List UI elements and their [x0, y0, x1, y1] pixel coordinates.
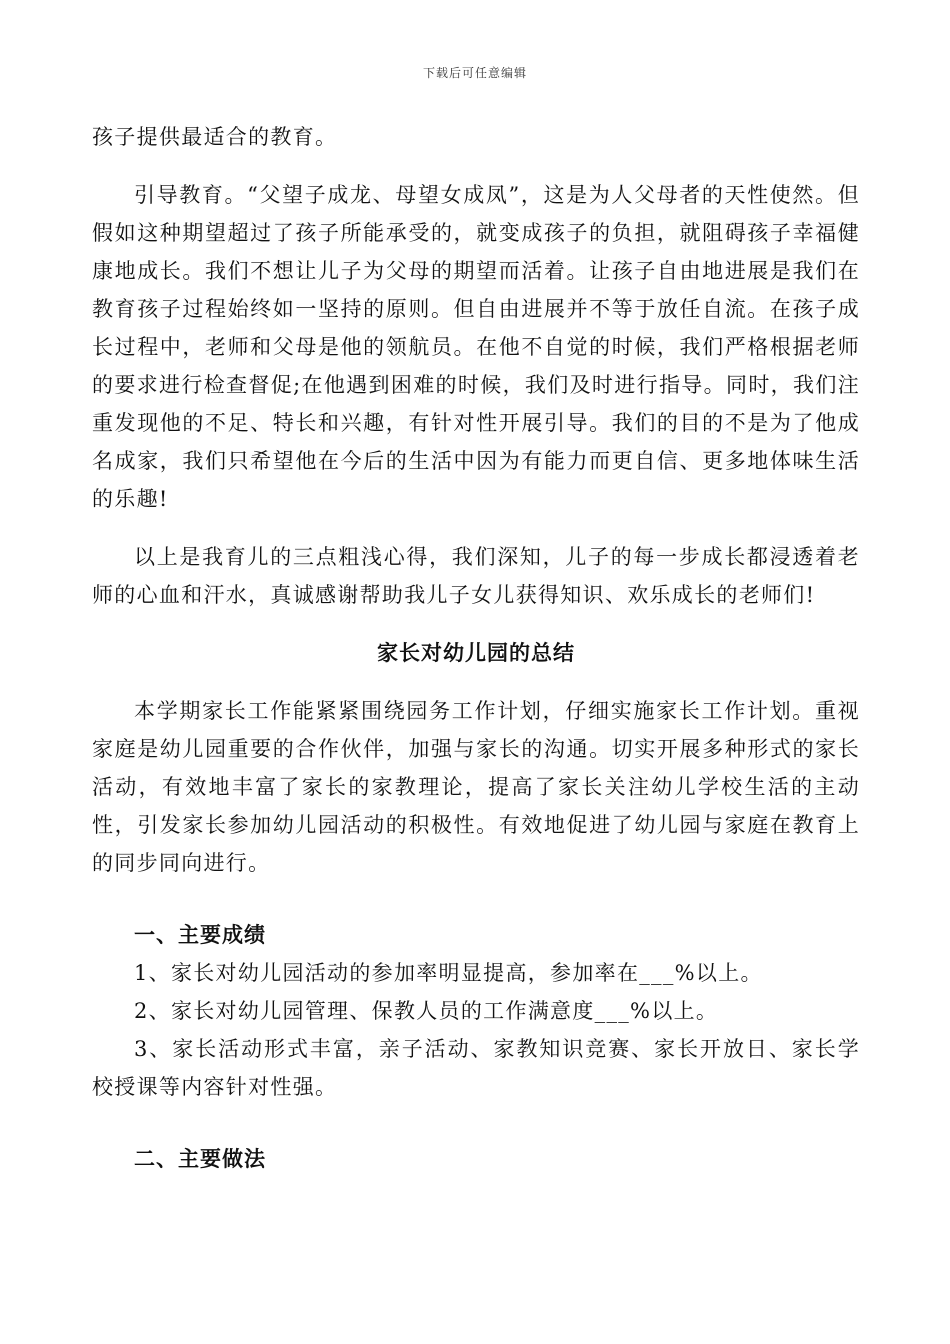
page-header: 下载后可任意编辑 — [422, 66, 527, 80]
guidance-paragraph: 引导教育。“父望子成龙、母望女成凤”，这是为人父母者的天性使然。但假如这种期望超过了孩子所能承受的，就变成孩子的负担，就阻碍孩子幸福健康地成长。我们不想让儿子为父母的期望而活着。让孩子自由地进展是我们在教育孩子过程始终如一坚持的原则。但自由进展并不等于放任自流。在孩子成长过程中，老师和父母是他的领航员。在他不自觉的时候，我们严格根据老师的要求进行检查督促;在他遇到困难的时候，我们及时进行指导。同时，我们注重发现他的不足、特长和兴趣，有针对性开展引导。我们的目的不是为了他成名成家，我们只希望他在今后的生活中因为有能力而更自信、更多地体味生活的乐趣! — [92, 183, 860, 511]
continuation-paragraph: 孩子提供最适合的教育。 — [92, 125, 338, 149]
heading-main-achievements: 一、主要成绩 — [134, 922, 266, 947]
list-item: 2、家长对幼儿园管理、保教人员的工作满意度___%以上。 — [134, 999, 719, 1023]
intro-paragraph: 本学期家长工作能紧紧围绕园务工作计划，仔细实施家长工作计划。重视家庭是幼儿园重要的合作伙伴，加强与家长的沟通。切实开展多种形式的家长活动，有效地丰富了家长的家教理论，提高了家长关注幼儿学校生活的主动性，引发家长参加幼儿园活动的积极性。有效地促进了幼儿园与家庭在教育上的同步同向进行。 — [92, 699, 860, 875]
list-item: 3、家长活动形式丰富，亲子活动、家教知识竞赛、家长开放日、家长学校授课等内容针对性强。 — [92, 1037, 860, 1099]
document-body — [92, 118, 860, 1178]
heading-main-methods: 二、主要做法 — [134, 1146, 266, 1171]
section-title: 家长对幼儿园的总结 — [377, 640, 575, 665]
list-item: 1、家长对幼儿园活动的参加率明显提高，参加率在___%以上。 — [134, 961, 763, 985]
conclusion-paragraph: 以上是我育儿的三点粗浅心得，我们深知，儿子的每一步成长都浸透着老师的心血和汗水，真诚感谢帮助我儿子女儿获得知识、欢乐成长的老师们! — [92, 545, 860, 607]
